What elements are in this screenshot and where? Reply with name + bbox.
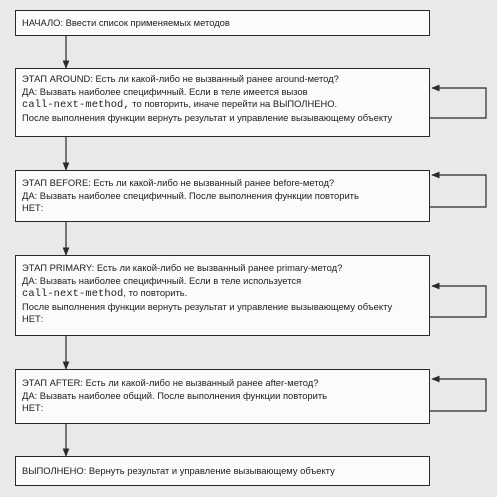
around-repeat: [22, 98, 423, 112]
done-text: ВЫПОЛНЕНО: Вернуть результат и управление вызывающему объекту: [22, 465, 335, 476]
loop-around: [430, 88, 486, 118]
primary-no: НЕТ:: [22, 313, 44, 325]
before-no: НЕТ:: [22, 202, 44, 214]
primary-after-call: После выполнения функции вернуть результат и управление вызывающему объекту: [22, 300, 393, 312]
after-stage-box: [15, 369, 430, 424]
around-question: ЭТАП AROUND: Есть ли какой-либо не вызванный ранее around-метод?: [22, 73, 339, 84]
loop-before: [430, 175, 486, 207]
start-box: [15, 10, 430, 36]
after-yes: ДА: Вызвать наиболее общий. После выполнения функции повторить: [22, 389, 328, 401]
primary-repeat: [22, 287, 423, 301]
around-code: call-next-method,: [22, 99, 130, 112]
around-after-call: После выполнения функции вернуть результат и управление вызывающему объекту: [22, 111, 393, 123]
primary-yes: ДА: Вызвать наиболее специфичный. Если в теле используется: [22, 274, 302, 286]
before-yes: ДА: Вызвать наиболее специфичный. После выполнения функции повторить: [22, 189, 359, 201]
primary-stage-box: [15, 255, 430, 336]
primary-question: ЭТАП PRIMARY: Есть ли какой-либо не вызванный ранее primary-метод?: [22, 262, 343, 273]
loop-primary: [430, 286, 486, 317]
primary-code: call-next-method: [22, 288, 124, 301]
before-question: ЭТАП BEFORE: Есть ли какой-либо не вызванный ранее before-метод?: [22, 177, 335, 188]
after-question: ЭТАП AFTER: Есть ли какой-либо не вызванный ранее after-метод?: [22, 377, 319, 388]
after-no: НЕТ:: [22, 402, 44, 414]
before-stage-box: [15, 170, 430, 222]
primary-repeat-text: , то повторить.: [123, 287, 188, 299]
around-repeat-text: то повторить, иначе перейти на ВЫПОЛНЕНО.: [129, 98, 338, 110]
loop-after: [430, 379, 486, 411]
around-yes: ДА: Вызвать наиболее специфичный. Если в теле имеется вызов: [22, 85, 308, 97]
start-text: НАЧАЛО: Ввести список применяемых методов: [22, 17, 230, 28]
around-stage-box: [15, 68, 430, 137]
done-box: [15, 456, 430, 486]
